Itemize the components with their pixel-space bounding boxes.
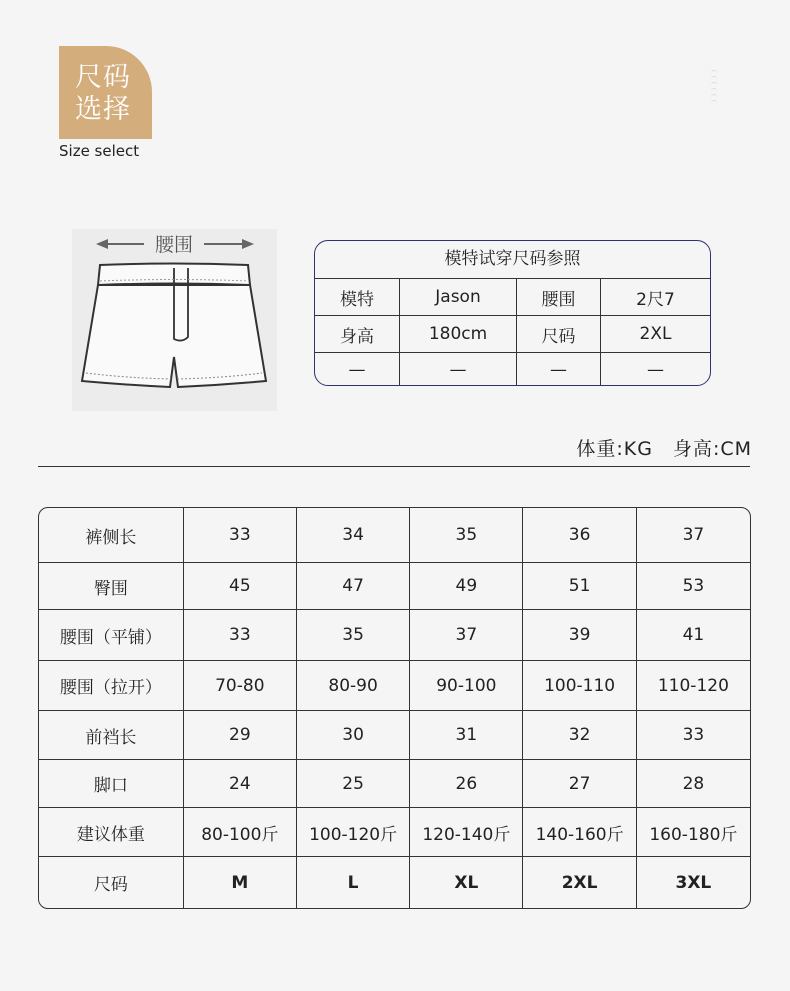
shorts-outline-icon bbox=[72, 229, 277, 411]
units-legend bbox=[576, 434, 752, 461]
size-cell: 35 bbox=[297, 610, 410, 660]
size-cell: 26 bbox=[410, 760, 523, 807]
size-table-row bbox=[39, 508, 750, 563]
row-label: 臀围 bbox=[39, 563, 184, 609]
size-cell: 80-90 bbox=[297, 661, 410, 710]
model-cell: 尺码 bbox=[517, 316, 601, 352]
size-cell: 32 bbox=[523, 711, 636, 759]
size-cell: 33 bbox=[682, 725, 705, 745]
size-cell: 28 bbox=[682, 773, 705, 794]
size-cell: 39 bbox=[523, 610, 636, 660]
model-cell: 180cm bbox=[400, 316, 517, 352]
row-label: 脚口 bbox=[39, 760, 184, 807]
badge-line-1: 尺码 bbox=[75, 62, 131, 93]
size-cell: 33 bbox=[184, 610, 297, 660]
size-cell: 33 bbox=[184, 508, 297, 562]
size-cell: 29 bbox=[184, 711, 297, 759]
model-cell: Jason bbox=[400, 279, 517, 315]
size-cell: 47 bbox=[297, 563, 410, 609]
size-cell: 110-120 bbox=[657, 675, 729, 696]
size-cell: 3XL bbox=[675, 872, 712, 893]
height-unit: 身高:CM bbox=[672, 438, 752, 460]
model-cell: 身高 bbox=[315, 316, 400, 352]
size-cell: 120-140斤 bbox=[410, 808, 523, 856]
row-label: 建议体重 bbox=[39, 808, 184, 856]
model-table-title: 模特试穿尺码参照 bbox=[315, 241, 710, 279]
row-label: 裤侧长 bbox=[39, 508, 184, 562]
model-cell: — bbox=[315, 353, 400, 386]
size-table-row bbox=[39, 857, 750, 908]
size-cell: L bbox=[297, 857, 410, 908]
model-cell: 2XL bbox=[639, 324, 672, 344]
waist-label: 腰围 bbox=[154, 234, 194, 256]
size-chart-table bbox=[38, 507, 751, 909]
size-cell: 45 bbox=[184, 563, 297, 609]
size-cell: 24 bbox=[184, 760, 297, 807]
size-cell: M bbox=[184, 857, 297, 908]
size-table-row bbox=[39, 760, 750, 808]
row-label: 腰围（平铺） bbox=[39, 610, 184, 660]
model-cell: 模特 bbox=[315, 279, 400, 315]
size-cell: 70-80 bbox=[184, 661, 297, 710]
model-cell: 腰围 bbox=[517, 279, 601, 315]
size-cell: 35 bbox=[410, 508, 523, 562]
size-cell: 90-100 bbox=[410, 661, 523, 710]
model-cell: — bbox=[400, 353, 517, 386]
size-cell: 30 bbox=[297, 711, 410, 759]
size-select-subtitle: Size select bbox=[59, 142, 140, 160]
model-fit-table bbox=[314, 240, 711, 386]
size-table-row bbox=[39, 711, 750, 760]
size-table-row bbox=[39, 610, 750, 661]
model-cell: — bbox=[647, 360, 664, 380]
size-select-badge bbox=[59, 46, 152, 139]
size-cell: 51 bbox=[523, 563, 636, 609]
size-cell: 41 bbox=[682, 625, 705, 645]
size-cell: 34 bbox=[297, 508, 410, 562]
decorative-arc-icon bbox=[708, 70, 720, 104]
size-cell: 80-100斤 bbox=[184, 808, 297, 856]
size-cell: 100-110 bbox=[523, 661, 636, 710]
weight-unit: 体重:KG bbox=[576, 438, 653, 460]
size-cell: 37 bbox=[682, 525, 705, 545]
row-label: 腰围（拉开） bbox=[39, 661, 184, 710]
size-cell: 31 bbox=[410, 711, 523, 759]
size-cell: 27 bbox=[523, 760, 636, 807]
size-cell: 140-160斤 bbox=[523, 808, 636, 856]
badge-line-2: 选择 bbox=[75, 94, 131, 125]
size-cell: 160-180斤 bbox=[649, 824, 738, 845]
size-cell: 25 bbox=[297, 760, 410, 807]
size-cell: 2XL bbox=[523, 857, 636, 908]
model-row bbox=[315, 316, 710, 353]
model-cell: 2尺7 bbox=[636, 289, 675, 310]
size-cell: 37 bbox=[410, 610, 523, 660]
shorts-diagram bbox=[72, 229, 277, 411]
size-table-row bbox=[39, 808, 750, 857]
size-cell: 53 bbox=[682, 576, 705, 596]
size-table-row bbox=[39, 661, 750, 711]
divider bbox=[38, 466, 750, 467]
row-label: 尺码 bbox=[39, 857, 184, 908]
model-row bbox=[315, 279, 710, 316]
row-label: 前裆长 bbox=[39, 711, 184, 759]
size-cell: XL bbox=[410, 857, 523, 908]
model-row bbox=[315, 353, 710, 386]
size-table-row bbox=[39, 563, 750, 610]
size-cell: 49 bbox=[410, 563, 523, 609]
model-cell: — bbox=[517, 353, 601, 386]
size-cell: 36 bbox=[523, 508, 636, 562]
size-cell: 100-120斤 bbox=[297, 808, 410, 856]
